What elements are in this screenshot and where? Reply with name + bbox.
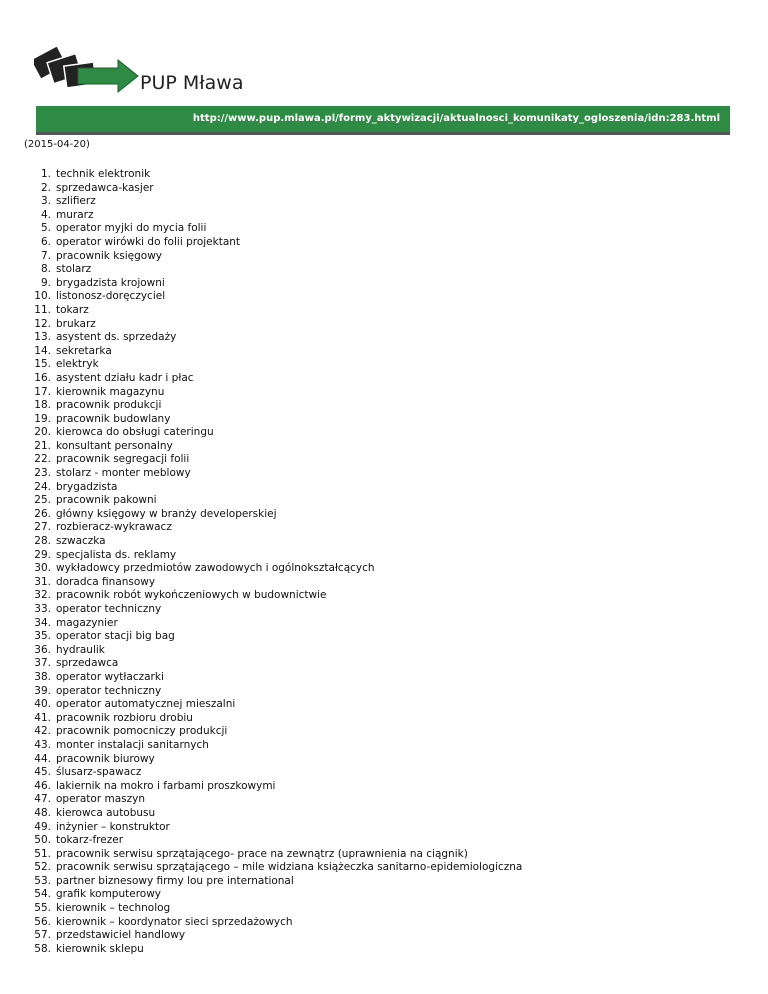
list-item-label: brygadzista krojowni bbox=[56, 276, 165, 289]
list-item bbox=[34, 521, 522, 535]
list-item bbox=[34, 779, 522, 794]
list-item bbox=[34, 793, 522, 807]
list-item-label: magazynier bbox=[56, 616, 118, 629]
list-item bbox=[40, 195, 522, 209]
list-item-number: 13. bbox=[34, 331, 51, 344]
list-item bbox=[34, 548, 522, 563]
list-item-number: 21. bbox=[34, 439, 51, 452]
list-item-label: pracownik pakowni bbox=[56, 494, 157, 507]
list-item-number: 27. bbox=[34, 521, 51, 534]
list-item-number: 30. bbox=[34, 562, 51, 575]
list-item-label: lakiernik na mokro i farbami proszkowymi bbox=[56, 779, 276, 792]
list-item-label: wykładowcy przedmiotów zawodowych i ogólnokształcących bbox=[56, 562, 375, 575]
list-item-number: 2. bbox=[40, 181, 51, 194]
list-item bbox=[34, 480, 522, 495]
list-item-label: murarz bbox=[56, 208, 94, 221]
list-item-number: 8. bbox=[40, 263, 51, 276]
list-item bbox=[34, 847, 522, 862]
list-item-number: 35. bbox=[34, 630, 51, 643]
logo-icon bbox=[34, 38, 144, 96]
list-item-label: główny księgowy w branży developerskiej bbox=[56, 507, 277, 520]
list-item bbox=[34, 399, 522, 413]
list-item bbox=[34, 467, 522, 481]
list-item-label: listonosz-doręczyciel bbox=[56, 290, 166, 303]
list-item-number: 29. bbox=[34, 548, 51, 561]
list-item bbox=[34, 725, 522, 739]
list-item bbox=[34, 507, 522, 522]
list-item-number: 39. bbox=[34, 684, 51, 697]
list-item-number: 28. bbox=[34, 535, 51, 548]
list-item-label: pracownik robót wykończeniowych w budownictwie bbox=[56, 589, 327, 602]
list-item-label: operator techniczny bbox=[56, 603, 162, 615]
list-item-number: 55. bbox=[34, 902, 51, 915]
list-item bbox=[40, 249, 522, 264]
list-item bbox=[40, 276, 522, 291]
page-url-link[interactable]: http://www.pup.mlawa.pl/formy_aktywizacji/aktualnosci_komunikaty_ogloszenia/idn:283.html bbox=[192, 113, 720, 124]
list-item-label: operator maszyn bbox=[56, 793, 146, 806]
list-item-label: hydraulik bbox=[56, 643, 105, 656]
list-item bbox=[34, 888, 522, 902]
list-item-number: 32. bbox=[34, 589, 51, 602]
list-item-label: specjalista ds. reklamy bbox=[56, 548, 177, 561]
list-item bbox=[34, 820, 522, 835]
list-item bbox=[34, 698, 522, 712]
list-item-label: pracownik serwisu sprzątającego- prace na zewnątrz (uprawnienia na ciągnik) bbox=[56, 847, 468, 860]
list-item bbox=[34, 494, 522, 508]
list-item-number: 6. bbox=[40, 235, 51, 248]
list-item-label: szwaczka bbox=[56, 535, 106, 548]
list-item-number: 22. bbox=[34, 453, 51, 466]
list-item bbox=[34, 942, 522, 957]
list-item bbox=[34, 371, 522, 386]
list-item-number: 53. bbox=[34, 874, 51, 887]
list-item-label: szlifierz bbox=[56, 195, 96, 208]
list-item bbox=[34, 303, 522, 318]
list-item bbox=[34, 738, 522, 753]
list-item-label: stolarz bbox=[56, 263, 92, 276]
list-item-number: 12. bbox=[34, 317, 51, 330]
list-item-number: 52. bbox=[34, 861, 51, 874]
list-item-label: sprzedawca-kasjer bbox=[56, 181, 154, 194]
list-item bbox=[34, 317, 522, 332]
list-item-label: tokarz bbox=[56, 303, 89, 316]
list-item-label: pracownik segregacji folii bbox=[56, 453, 190, 466]
list-item-number: 43. bbox=[34, 738, 51, 751]
list-item-label: przedstawiciel handlowy bbox=[56, 929, 186, 942]
list-item-number: 24. bbox=[34, 480, 51, 493]
list-item bbox=[34, 643, 522, 658]
list-item-number: 20. bbox=[34, 426, 51, 439]
list-item-number: 17. bbox=[34, 385, 51, 398]
list-item-label: kierownik magazynu bbox=[56, 385, 165, 398]
list-item bbox=[34, 657, 522, 671]
site-title: PUP Mława bbox=[140, 72, 244, 94]
list-item-number: 36. bbox=[34, 643, 51, 656]
list-item-number: 25. bbox=[34, 494, 51, 507]
list-item-label: pracownik rozbioru drobiu bbox=[56, 711, 193, 724]
list-item-label: konsultant personalny bbox=[56, 439, 173, 452]
list-item bbox=[34, 290, 522, 304]
list-item-number: 38. bbox=[34, 670, 51, 683]
list-item-number: 34. bbox=[34, 616, 51, 629]
list-item bbox=[34, 358, 522, 372]
list-item-number: 18. bbox=[34, 399, 51, 412]
list-item bbox=[40, 222, 522, 236]
list-item bbox=[34, 589, 522, 603]
list-item-number: 49. bbox=[34, 820, 51, 833]
list-item bbox=[40, 181, 522, 196]
list-item-label: grafik komputerowy bbox=[56, 888, 162, 901]
list-item-number: 58. bbox=[34, 942, 51, 955]
list-item-label: kierownik – koordynator sieci sprzedażowych bbox=[56, 915, 293, 928]
list-item bbox=[40, 235, 522, 250]
list-item-label: technik elektronik bbox=[56, 168, 151, 180]
list-item-label: partner biznesowy firmy lou pre international bbox=[56, 874, 294, 887]
list-item-label: elektryk bbox=[56, 358, 99, 371]
list-item bbox=[34, 575, 522, 590]
list-item bbox=[34, 834, 522, 848]
list-item bbox=[40, 263, 522, 277]
list-item bbox=[34, 331, 522, 345]
list-item bbox=[34, 915, 522, 930]
list-item-label: pracownik serwisu sprzątającego – mile widziana książeczka sanitarno-epidemiologiczna bbox=[56, 861, 523, 874]
list-item-number: 50. bbox=[34, 834, 51, 847]
list-item-number: 47. bbox=[34, 793, 51, 806]
list-item bbox=[34, 670, 522, 685]
list-item-label: tokarz-frezer bbox=[56, 834, 124, 847]
list-item-number: 45. bbox=[34, 766, 51, 779]
publication-date: (2015-04-20) bbox=[24, 139, 90, 150]
list-item bbox=[34, 874, 522, 889]
list-item bbox=[34, 535, 522, 549]
list-item-number: 9. bbox=[40, 276, 51, 289]
list-item-number: 23. bbox=[34, 467, 51, 480]
list-item bbox=[34, 385, 522, 400]
list-item bbox=[34, 766, 522, 780]
list-item bbox=[34, 929, 522, 943]
list-item-label: brygadzista bbox=[56, 480, 118, 493]
list-item-number: 56. bbox=[34, 915, 51, 928]
list-item-label: rozbieracz-wykrawacz bbox=[56, 521, 172, 534]
list-item-number: 48. bbox=[34, 806, 51, 819]
list-item bbox=[34, 344, 522, 359]
list-item bbox=[34, 453, 522, 467]
list-item bbox=[34, 902, 522, 916]
list-item-number: 26. bbox=[34, 507, 51, 520]
list-item-label: pracownik biurowy bbox=[56, 752, 155, 765]
list-item-label: kierowca autobusu bbox=[56, 806, 156, 819]
list-item bbox=[40, 208, 522, 223]
list-item-number: 11. bbox=[34, 303, 51, 316]
list-item-number: 31. bbox=[34, 575, 51, 588]
list-item-number: 54. bbox=[34, 888, 51, 901]
list-item-label: operator stacji big bag bbox=[56, 630, 175, 643]
list-item-label: asystent ds. sprzedaży bbox=[56, 331, 177, 344]
list-item-label: monter instalacji sanitarnych bbox=[56, 738, 209, 751]
list-item-number: 3. bbox=[40, 195, 51, 208]
list-item-label: sprzedawca bbox=[56, 657, 119, 670]
list-item bbox=[34, 603, 522, 617]
list-item-number: 19. bbox=[34, 412, 51, 425]
list-item-number: 16. bbox=[34, 371, 51, 384]
list-item bbox=[34, 630, 522, 644]
list-item-number: 1. bbox=[40, 168, 51, 180]
list-item-number: 10. bbox=[34, 290, 51, 303]
list-item-number: 15. bbox=[34, 358, 51, 371]
list-item-number: 5. bbox=[40, 222, 51, 235]
list-item-label: kierownik sklepu bbox=[56, 942, 144, 955]
list-item-label: sekretarka bbox=[56, 344, 112, 357]
list-item-label: doradca finansowy bbox=[56, 575, 156, 588]
list-item bbox=[34, 711, 522, 726]
list-item-label: operator techniczny bbox=[56, 684, 162, 697]
list-item-label: kierownik – technolog bbox=[56, 902, 171, 915]
list-item bbox=[34, 752, 522, 767]
list-item-label: stolarz - monter meblowy bbox=[56, 467, 191, 480]
list-item bbox=[34, 616, 522, 631]
list-item-number: 14. bbox=[34, 344, 51, 357]
list-item-number: 37. bbox=[34, 657, 51, 670]
list-item-label: kierowca do obsługi cateringu bbox=[56, 426, 214, 439]
list-item-number: 44. bbox=[34, 752, 51, 765]
list-item-label: asystent działu kadr i płac bbox=[56, 371, 194, 384]
list-item-label: pracownik produkcji bbox=[56, 399, 162, 412]
list-item bbox=[34, 562, 522, 576]
list-item-number: 4. bbox=[40, 208, 51, 221]
list-item-label: operator automatycznej mieszalni bbox=[56, 698, 236, 711]
list-item-number: 42. bbox=[34, 725, 51, 738]
header-bar bbox=[36, 106, 730, 135]
list-item bbox=[34, 861, 523, 875]
list-item-label: pracownik budowlany bbox=[56, 412, 171, 425]
list-item-label: brukarz bbox=[56, 317, 96, 330]
list-item-number: 57. bbox=[34, 929, 51, 942]
list-item-label: pracownik księgowy bbox=[56, 249, 163, 262]
list-item-number: 51. bbox=[34, 847, 51, 860]
list-item-number: 7. bbox=[40, 249, 51, 262]
list-item-label: operator wytłaczarki bbox=[56, 670, 164, 683]
list-item-number: 46. bbox=[34, 779, 51, 792]
list-item-label: operator wirówki do folii projektant bbox=[56, 235, 241, 248]
list-item-number: 40. bbox=[34, 698, 51, 711]
list-item bbox=[34, 806, 522, 821]
list-item-label: inżynier – konstruktor bbox=[56, 820, 170, 833]
list-item-number: 41. bbox=[34, 711, 51, 724]
list-item-label: pracownik pomocniczy produkcji bbox=[56, 725, 228, 738]
list-item-label: ślusarz-spawacz bbox=[56, 766, 142, 779]
job-list bbox=[34, 168, 523, 956]
list-item-number: 33. bbox=[34, 603, 51, 615]
list-item bbox=[34, 426, 522, 440]
list-item bbox=[34, 439, 522, 454]
list-item-label: operator myjki do mycia folii bbox=[56, 222, 207, 235]
list-item bbox=[34, 412, 522, 427]
list-item bbox=[34, 684, 522, 699]
list-item bbox=[40, 168, 522, 182]
